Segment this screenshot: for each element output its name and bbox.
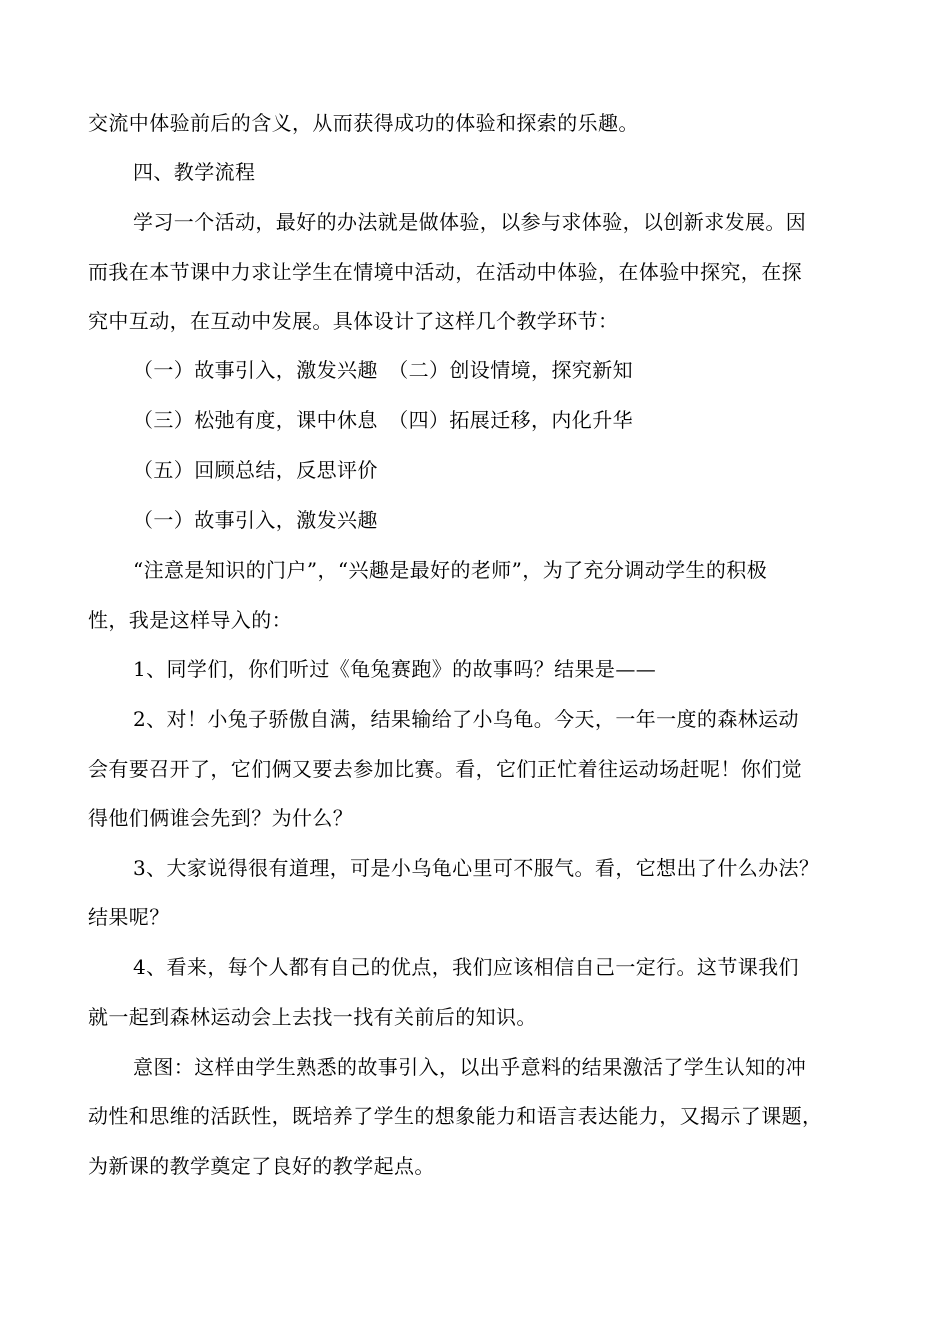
text-line: 得他们俩谁会先到？为什么？	[88, 806, 354, 830]
text-line: 4、看来，每个人都有自己的优点，我们应该相信自己一定行。这节课我们	[133, 955, 799, 979]
text-line: 就一起到森林运动会上去找一找有关前后的知识。	[88, 1005, 537, 1029]
text-line: 究中互动，在互动中发展。具体设计了这样几个教学环节：	[88, 309, 619, 333]
text-line: 性，我是这样导入的：	[88, 608, 292, 632]
subsection-heading: （一）故事引入，激发兴趣	[133, 508, 378, 532]
text-line: “注意是知识的门户”，“兴趣是最好的老师”，为了充分调动学生的积极	[133, 558, 768, 582]
step-list-item: （三）松弛有度，课中休息 （四）拓展迁移，内化升华	[133, 408, 633, 432]
text-line: 会有要召开了，它们俩又要去参加比赛。看，它们正忙着往运动场赶呢！你们觉	[88, 757, 802, 781]
text-line: 为新课的教学奠定了良好的教学起点。	[88, 1154, 435, 1178]
text-line: 交流中体验前后的含义，从而获得成功的体验和探索的乐趣。	[88, 111, 639, 135]
step-list-item: （五）回顾总结，反思评价	[133, 458, 378, 482]
text-line: 结果呢？	[88, 905, 170, 929]
step-list-item: （一）故事引入，激发兴趣 （二）创设情境，探究新知	[133, 358, 633, 382]
section-heading: 四、教学流程	[133, 160, 256, 184]
text-line: 动性和思维的活跃性，既培养了学生的想象能力和语言表达能力，又揭示了课题，	[88, 1104, 823, 1128]
text-line: 意图：这样由学生熟悉的故事引入，以出乎意料的结果激活了学生认知的冲	[133, 1055, 807, 1079]
text-line: 学习一个活动，最好的办法就是做体验，以参与求体验，以创新求发展。因	[133, 210, 807, 234]
text-line: 2、对！小兔子骄傲自满，结果输给了小乌龟。今天，一年一度的森林运动	[133, 707, 799, 731]
text-line: 1、同学们，你们听过《龟兔赛跑》的故事吗？结果是——	[133, 657, 657, 681]
text-line: 而我在本节课中力求让学生在情境中活动，在活动中体验，在体验中探究，在探	[88, 260, 802, 284]
text-line: 3、大家说得很有道理，可是小乌龟心里可不服气。看，它想出了什么办法？	[133, 856, 820, 880]
